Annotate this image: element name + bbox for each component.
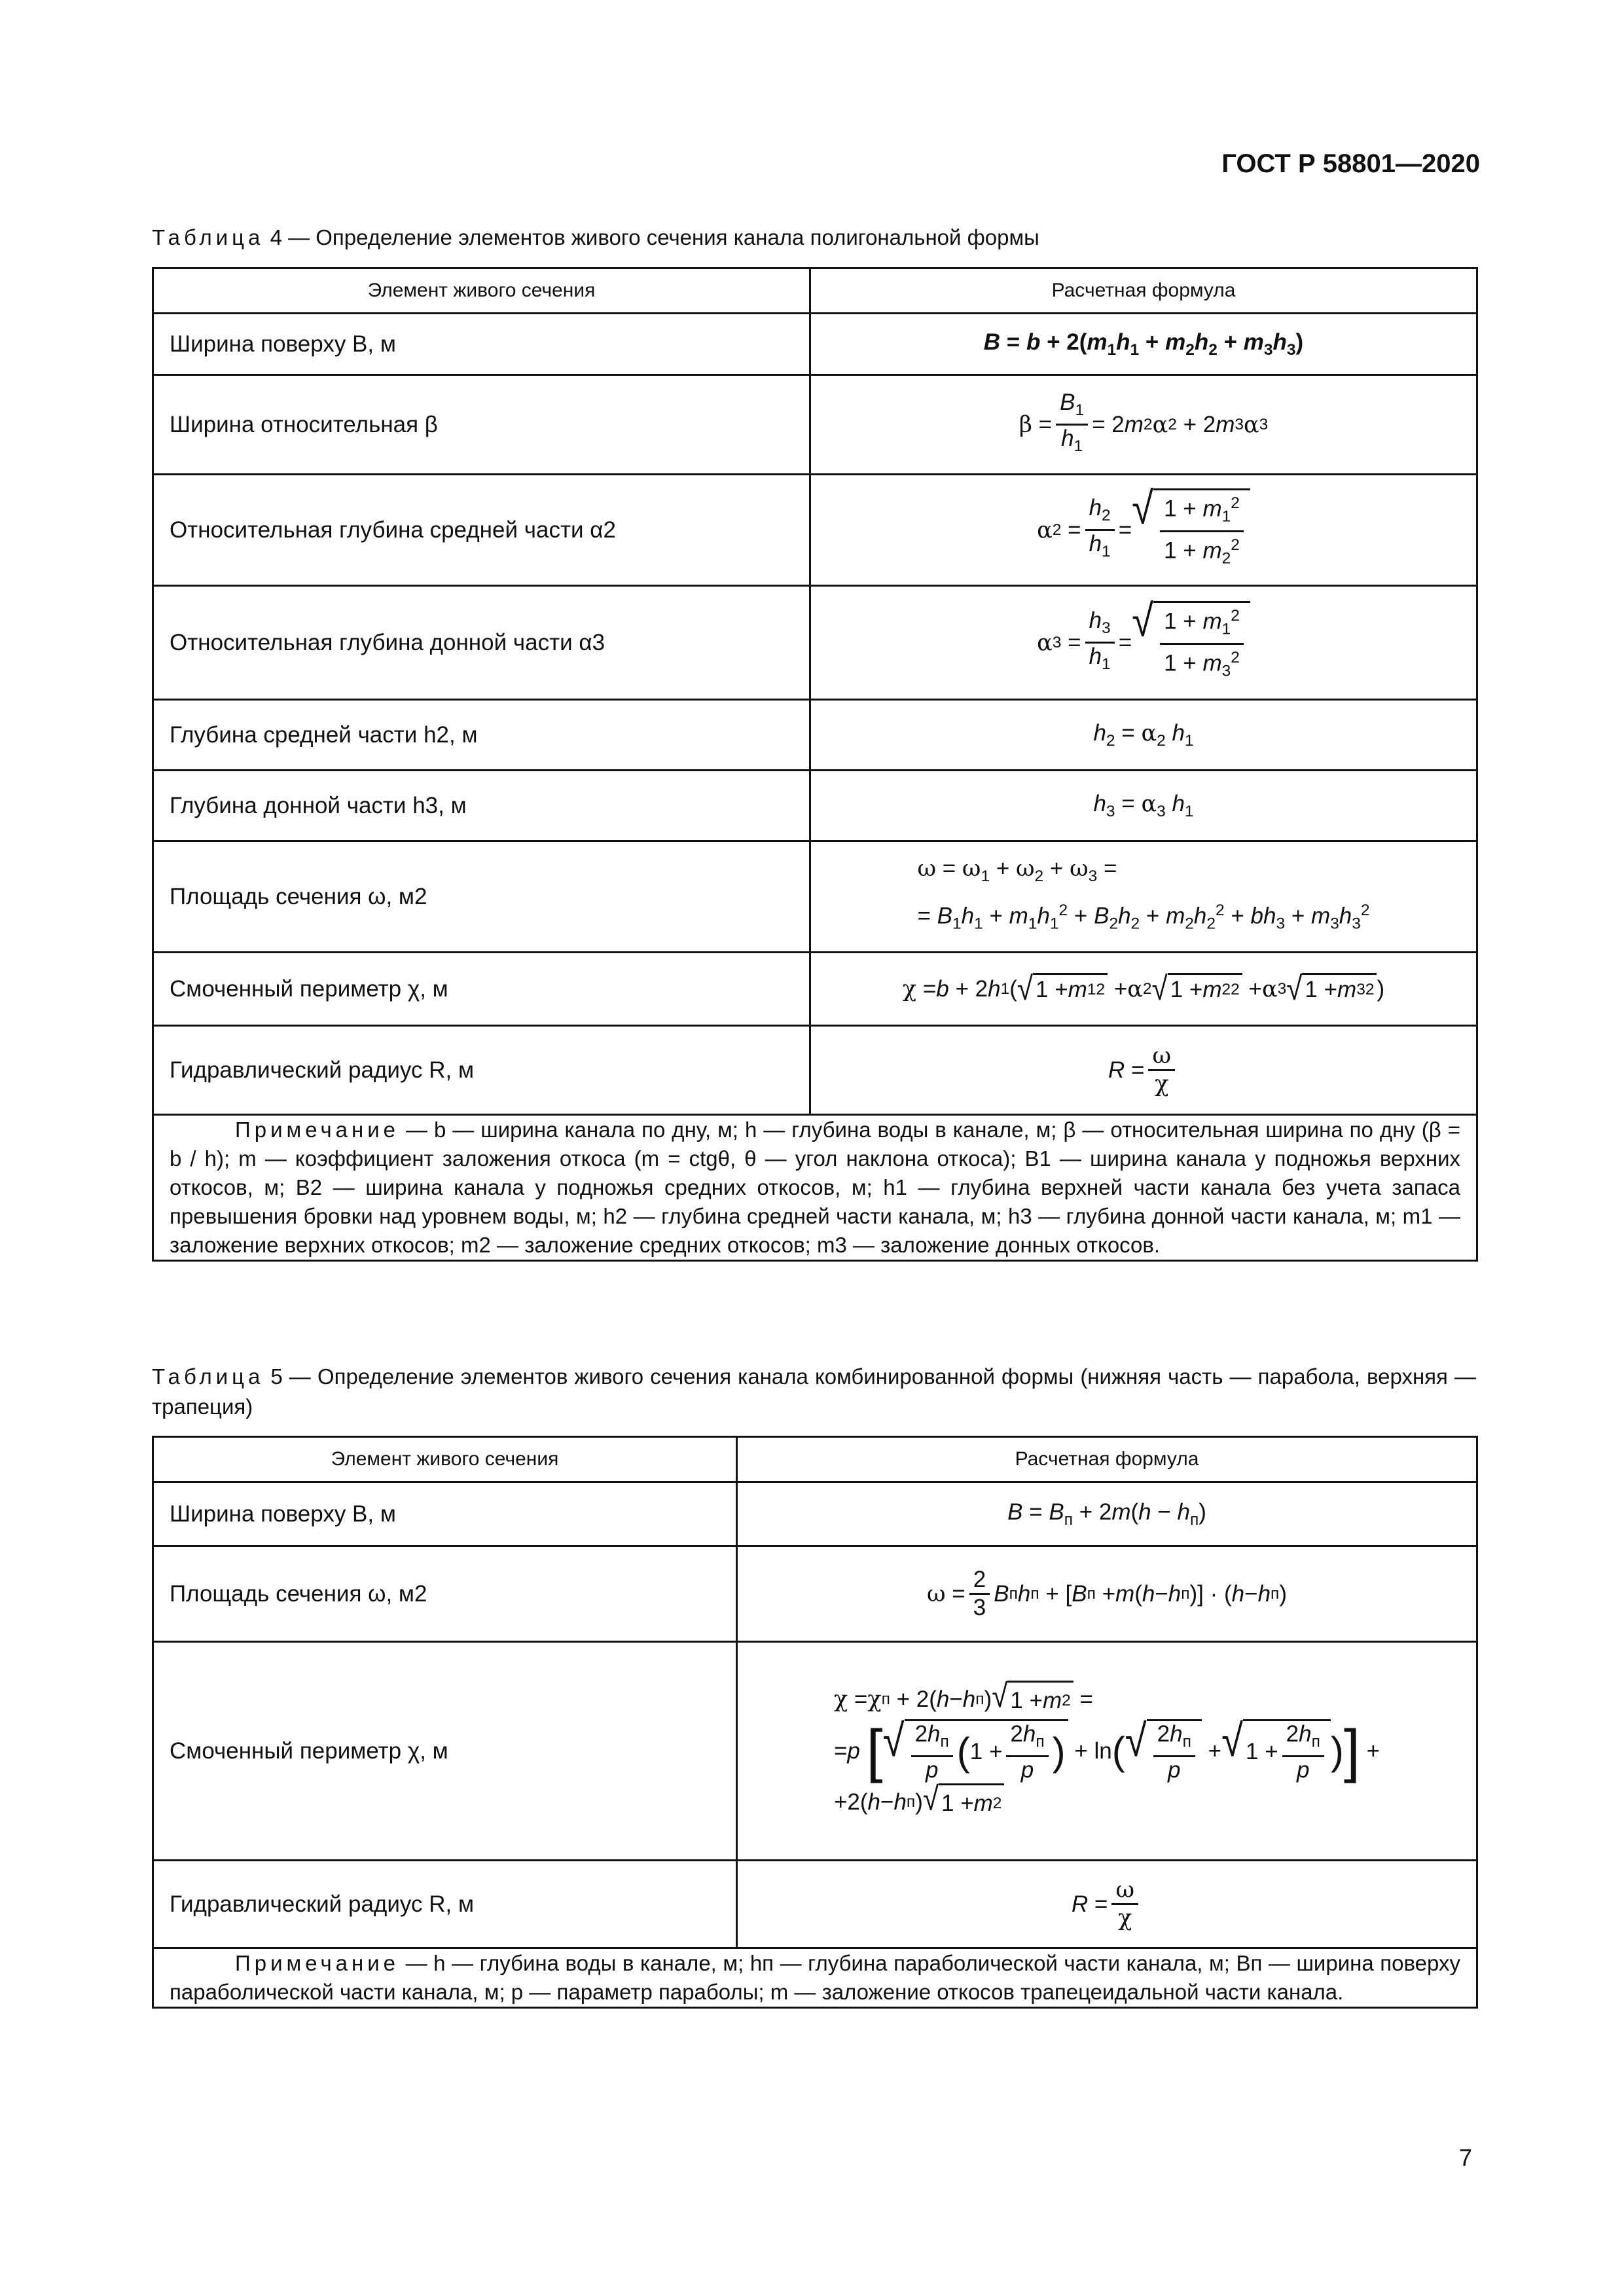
- table4-col-element: Элемент живого сечения: [153, 268, 810, 314]
- row-label: Глубина средней части h2, м: [153, 700, 810, 771]
- table-row: [153, 1861, 1477, 1948]
- row-label: Глубина донной части h3, м: [153, 771, 810, 841]
- table-row: [153, 771, 1477, 841]
- page-number: 7: [1458, 2144, 1472, 2171]
- formula: α 3 = $\frac{h_3}{h_1}$ = √ $\frac{1 + m_1^2}{1 + m_3^2}$: [810, 586, 1477, 700]
- row-label: Гидравлический радиус R, м: [153, 1861, 737, 1948]
- table-row: [153, 586, 1477, 700]
- table5-note-row: [153, 1948, 1477, 2008]
- table-row: [153, 953, 1477, 1026]
- table-row: [153, 1482, 1477, 1546]
- formula: χ = χ п + 2( h − h п ) √ 1 + m 2 = = p [ √ $\frac{2h_п}{p}$ ( 1 + $\frac{2h_п}{p}$ ) + ln ( √ $\frac{2h_п}{p}$ + √ 1 + $\frac{2h_п}{p}$ ) ] + +2( h − h п ) √ 1 + m 2: [737, 1642, 1477, 1861]
- row-label: Относительная глубина средней части α2: [153, 475, 810, 586]
- formula: $h_2 = \alpha_2$ $h_1$: [810, 700, 1477, 771]
- formula: R = $\frac{\omega}{\chi}$: [810, 1026, 1477, 1115]
- table4-col-formula: Расчетная формула: [810, 268, 1477, 314]
- table4-note: Примечание — b — ширина канала по дну, м; h — глубина воды в канале, м; β — относительная ширина по дну (β = b / h); m — коэффициент заложения откоса (m = ctgθ, θ — угол наклона откоса); B1 — ширина канала у подножья верхних откосов, м; B2 — ширина канала у подножья средних откосов, м; h1 — глубина верхней части канала без учета запаса превышения бровки над уровнем воды, м; h2 — глубина средней части канала, м; h3 — глубина донной части канала, м; m1 — заложение верхних откосов; m2 — заложение средних откосов; m3 — заложение донных откосов.: [153, 1115, 1477, 1261]
- table5-caption: Таблица 5 — Определение элементов живого сечения канала комбинированной формы (нижняя часть — парабола, верхняя — трапеция): [152, 1364, 1476, 1419]
- row-label: Площадь сечения ω, м2: [153, 1546, 737, 1642]
- formula: $\omega = \omega_1 + \omega_2 + \omega_3$ = = $B_1h_1 + m_1h_1^2 + B_2h_2 + m_2h_2^2 + bh_3 + m_3h_3^2$: [810, 841, 1477, 953]
- table5-header-row: [153, 1437, 1477, 1482]
- row-label: Относительная глубина донной части α3: [153, 586, 810, 700]
- table-row: [153, 1026, 1477, 1115]
- row-label: Гидравлический радиус R, м: [153, 1026, 810, 1115]
- formula: ω = $\frac{2}{3}$ B п h п + [ B п + m ( h − h п )] · ( h − h п ): [737, 1546, 1477, 1642]
- formula: $B = B_п + 2m(h - h_п)$: [737, 1482, 1477, 1546]
- row-label: Ширина относительная β: [153, 375, 810, 475]
- formula: α 2 = $\frac{h_2}{h_1}$ = √ $\frac{1 + m_1^2}{1 + m_2^2}$: [810, 475, 1477, 586]
- table4-note-row: [153, 1115, 1477, 1261]
- document-id: ГОСТ Р 58801—2020: [1221, 149, 1480, 178]
- table-row: [153, 1546, 1477, 1642]
- row-label: Ширина поверху B, м: [153, 1482, 737, 1546]
- formula: χ = b + 2 h 1 ( √ 1 + m 1 2 + α 2 √ 1 + m 2 2 + α 3 √ 1 + m 3 2 ): [810, 953, 1477, 1026]
- row-label: Смоченный периметр χ, м: [153, 1642, 737, 1861]
- table5-col-element: Элемент живого сечения: [153, 1437, 737, 1482]
- table-row: [153, 475, 1477, 586]
- row-label: Смоченный периметр χ, м: [153, 953, 810, 1026]
- formula: $h_3 = \alpha_3$ $h_1$: [810, 771, 1477, 841]
- formula: β = $\frac{B_1}{h_1}$ = 2 m 2 α 2 + 2 m 3 α 3: [810, 375, 1477, 475]
- formula: $B = b + 2(m_1h_1 + m_2h_2 + m_3h_3)$: [810, 314, 1477, 375]
- row-label: Ширина поверху B, м: [153, 314, 810, 375]
- table5-note: Примечание — h — глубина воды в канале, м; hп — глубина параболической части канала, м; Bп — ширина поверху параболической части канала, м; p — параметр параболы; m — заложение откосов трапецеидальной части канала.: [153, 1948, 1477, 2008]
- table-row: [153, 375, 1477, 475]
- table5: [152, 1436, 1478, 2009]
- table4: [152, 267, 1478, 1262]
- table4-header-row: [153, 268, 1477, 314]
- row-label: Площадь сечения ω, м2: [153, 841, 810, 953]
- table4-caption: Таблица 4 — Определение элементов живого сечения канала полигональной формы: [152, 225, 1039, 249]
- table-row: [153, 700, 1477, 771]
- formula: R = $\frac{\omega}{\chi}$: [737, 1861, 1477, 1948]
- table-row: [153, 841, 1477, 953]
- table-row: [153, 1642, 1477, 1861]
- table5-col-formula: Расчетная формула: [737, 1437, 1477, 1482]
- table-row: [153, 314, 1477, 375]
